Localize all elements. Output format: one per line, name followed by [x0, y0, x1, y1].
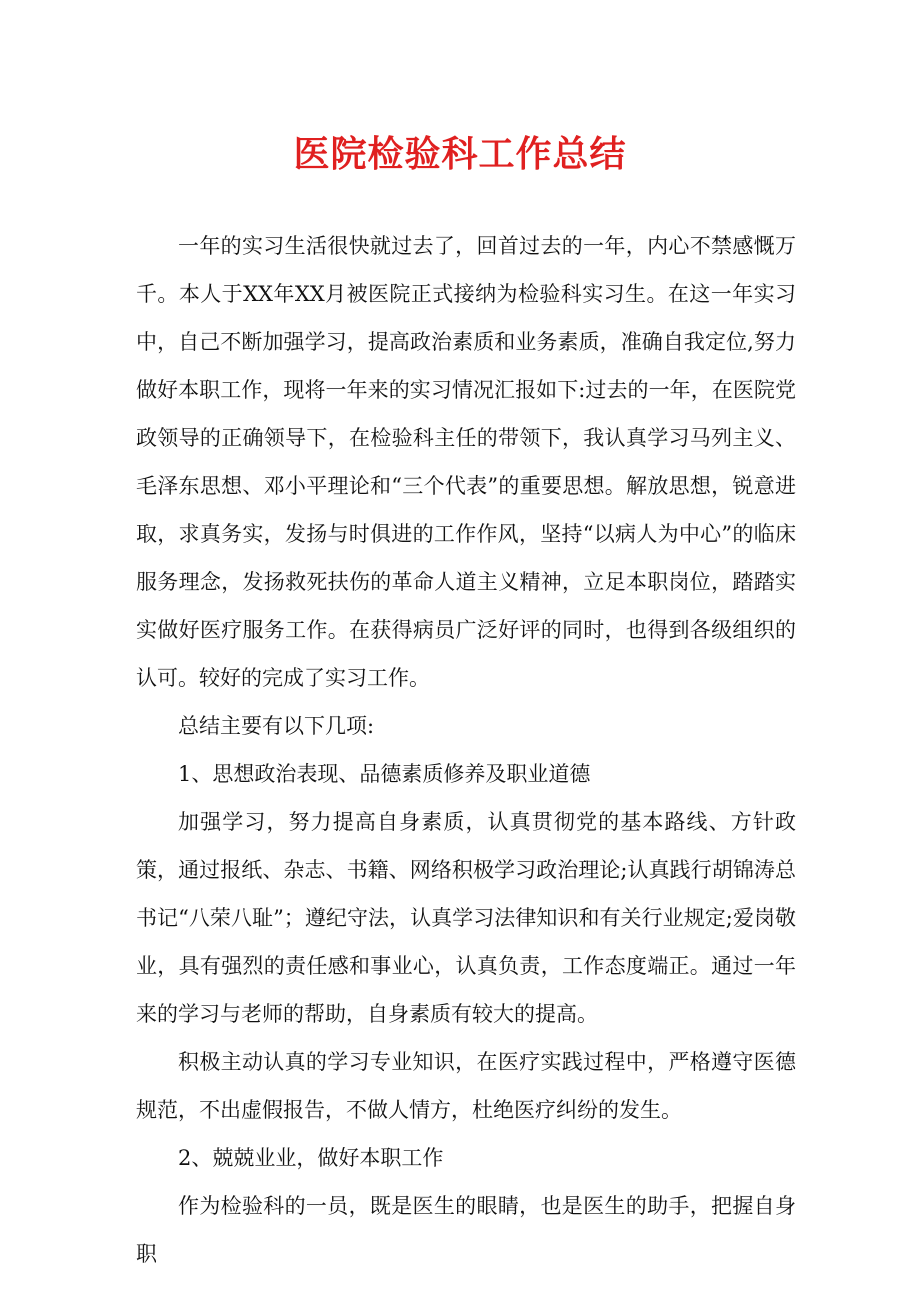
document-body — [136, 222, 796, 1278]
section-heading-1: 1、思想政治表现、品德素质修养及职业道德 — [178, 762, 591, 786]
section-heading-2: 2、兢兢业业，做好本职工作 — [178, 1146, 444, 1170]
paragraph-summary-lead: 总结主要有以下几项: — [178, 714, 375, 738]
paragraph-intro: 一年的实习生活很快就过去了，回首过去的一年，内心不禁感慨万千。本人于XX年XX月被医院正式接纳为检验科实习生。在这一年实习中，自己不断加强学习，提高政治素质和业务素质，准确自我定位,努力做好本职工作，现将一年来的实习情况汇报如下:过去的一年，在医院党政领导的正确领导下，在检验科主任的带领下，我认真学习马列主义、毛泽东思想、邓小平理论和“三个代表”的重要思想。解放思想，锐意进取，求真务实，发扬与时俱进的工作作风，坚持“以病人为中心”的临床服务理念，发扬救死扶伤的革命人道主义精神，立足本职岗位，踏踏实实做好医疗服务工作。在获得病员广泛好评的同时，也得到各级组织的认可。较好的完成了实习工作。 — [136, 234, 796, 690]
paragraph-role: 作为检验科的一员，既是医生的眼睛，也是医生的助手，把握自身职 — [136, 1194, 796, 1266]
document-title: 医院检验科工作总结 — [293, 134, 627, 175]
paragraph-study: 加强学习，努力提高自身素质，认真贯彻党的基本路线、方针政策，通过报纸、杂志、书籍、网络积极学习政治理论;认真践行胡锦涛总书记“八荣八耻”；遵纪守法，认真学习法律知识和有关行业规定;爱岗敬业，具有强烈的责任感和事业心，认真负责，工作态度端正。通过一年来的学习与老师的帮助，自身素质有较大的提高。 — [136, 810, 796, 1026]
paragraph-professional: 积极主动认真的学习专业知识，在医疗实践过程中，严格遵守医德规范，不出虚假报告，不做人情方，杜绝医疗纠纷的发生。 — [136, 1050, 796, 1122]
